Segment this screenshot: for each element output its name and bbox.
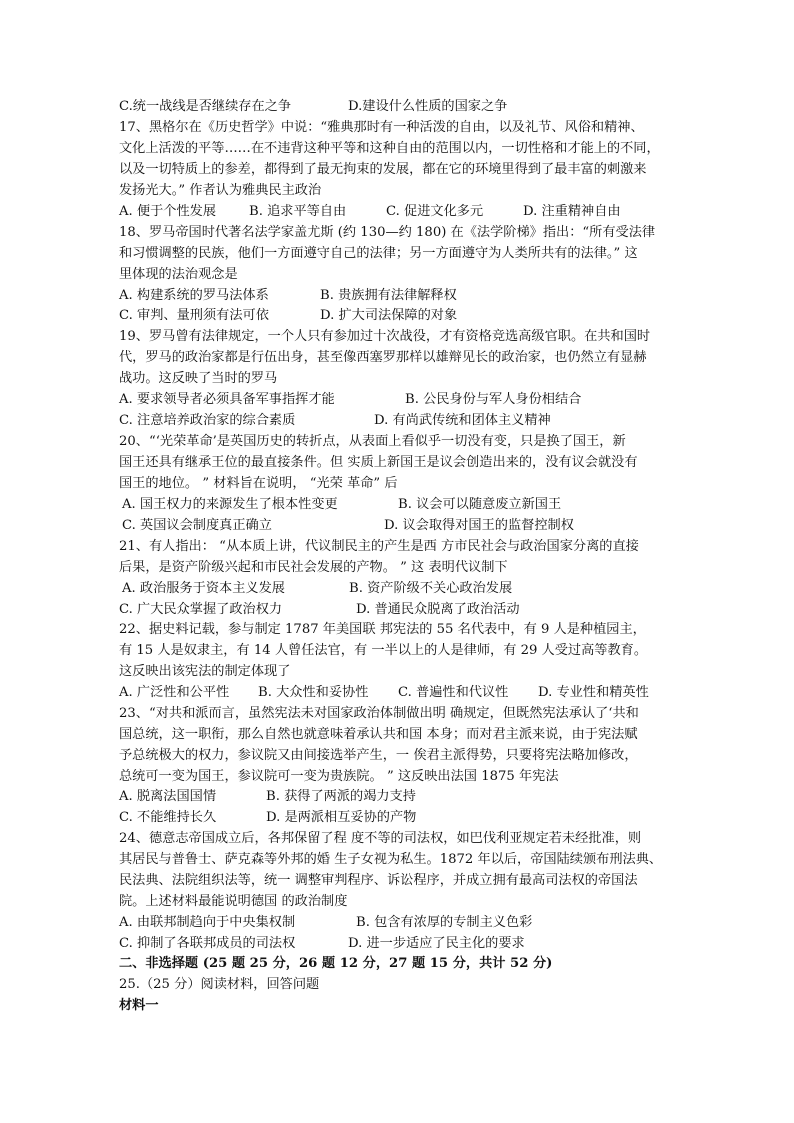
q21-line-2: 后果，是资产阶级兴起和市民社会发展的产物。 ” 这 表明代议制下 <box>119 560 508 575</box>
option-b: B. 追求平等自由 <box>249 204 347 219</box>
option-c: C. 普遍性和代议性 <box>398 685 509 700</box>
option-b: B. 贵族拥有法律解释权 <box>320 288 457 303</box>
option-c: C. 抑制了各联邦成员的司法权 <box>119 936 296 951</box>
option-a: A. 构建系统的罗马法体系 <box>119 288 269 303</box>
section-heading: 二、非选择题 (25 题 25 分，26 题 12 分，27 题 15 分，共计 52 分) <box>119 956 553 971</box>
q23-line-3: 予总统极大的权力，参议院又由间接选举产生，一 俟君主派得势，只要将宪法略加修改， <box>119 748 638 763</box>
option-c: C.统一战线是否继续存在之争 <box>119 99 292 114</box>
q18-line-3: 里体现的法治观念是 <box>119 267 238 282</box>
q23-line-4: 总统可一变为国王，参议院可一变为贵族院。 ” 这反映出法国 1875 年宪法 <box>119 769 559 784</box>
option-d: D.建设什么性质的国家之争 <box>348 99 508 114</box>
material-1-label: 材料一 <box>119 998 159 1013</box>
q20-line-2: 国王还具有继承王位的最直接条件。但 实质上新国王是议会创造出来的，没有议会就没有 <box>119 455 638 470</box>
q22-line-1: 22、据史料记载，参与制定 1787 年美国联 邦宪法的 55 名代表中，有 9 人是种植园主， <box>119 622 646 637</box>
option-b: B. 公民身份与军人身份相结合 <box>405 392 582 407</box>
q17-line-3: 以及一切特质上的参差，都得到了最无拘束的发展，都在它的环境里得到了最丰富的刺激来 <box>119 162 647 177</box>
option-c: C. 注意培养政治家的综合素质 <box>119 413 296 428</box>
q22-line-2: 有 15 人是奴隶主，有 14 人曾任法官，有 一半以上的人是律师，有 29 人受过高等教育。 <box>119 643 648 658</box>
option-d: D. 有尚武传统和团体主义精神 <box>374 413 551 428</box>
option-b: B. 大众性和妥协性 <box>258 685 369 700</box>
option-a: A. 广泛性和公平性 <box>119 685 230 700</box>
option-c: C. 促进文化多元 <box>386 204 484 219</box>
option-a: A. 政治服务于资本主义发展 <box>122 581 285 596</box>
option-c: C. 不能维持长久 <box>119 810 217 825</box>
q24-line-1: 24、德意志帝国成立后，各邦保留了程 度不等的司法权，如巴伐利亚规定若未经批准，则 <box>119 831 642 846</box>
q18-line-1: 18、罗马帝国时代著名法学家盖尤斯 (约 130—约 180) 在《法学阶梯》指出：“所有受法律 <box>119 225 656 240</box>
option-d: D. 是两派相互妥协的产物 <box>266 810 417 825</box>
option-a: A. 便于个性发展 <box>119 204 217 219</box>
option-b: B. 包含有浓厚的专制主义色彩 <box>356 915 533 930</box>
q24-line-4: 院。上述材料最能说明德国 的政治制度 <box>119 894 348 909</box>
option-a: A. 国王权力的来源发生了根本性变更 <box>122 497 338 512</box>
q24-line-2: 其居民与普鲁士、萨克森等外邦的婚 生子女视为私生。1872 年以后，帝国陆续颁布刑法典、 <box>119 852 663 867</box>
q17-line-4: 发扬光大。” 作者认为雅典民主政治 <box>119 183 322 198</box>
option-c: C. 英国议会制度真正确立 <box>122 518 272 533</box>
q22-line-3: 这反映出该宪法的制定体现了 <box>119 664 291 679</box>
q23-line-1: 23、“对共和派而言，虽然宪法未对国家政治体制做出明 确规定，但既然宪法承认了‘共和 <box>119 706 639 721</box>
option-b: B. 获得了两派的竭力支持 <box>266 789 416 804</box>
option-a: A. 脱离法国国情 <box>119 789 217 804</box>
q21-line-1: 21、有人指出： “从本质上讲，代议制民主的产生是西 方市民社会与政治国家分离的直接 <box>119 539 639 554</box>
option-b: B. 议会可以随意废立新国王 <box>398 497 562 512</box>
option-d: D. 普通民众脱离了政治活动 <box>356 602 520 617</box>
option-c: C. 审判、量刑须有法可依 <box>119 308 269 323</box>
q25-intro: 25.（25 分）阅读材料，回答问题 <box>119 977 320 992</box>
option-d: D. 注重精神自由 <box>523 204 621 219</box>
q20-line-1: 20、“‘光荣革命’是英国历史的转折点，从表面上看似乎一切没有变，只是换了国王，新 <box>119 434 626 449</box>
option-b: B. 资产阶级不关心政治发展 <box>349 581 513 596</box>
option-a: A. 由联邦制趋向于中央集权制 <box>119 915 296 930</box>
q18-line-2: 和习惯调整的民族，他们一方面遵守自己的法律；另一方面遵守为人类所共有的法律。” 这 <box>119 246 638 261</box>
q19-line-1: 19、罗马曾有法律规定，一个人只有参加过十次战役，才有资格竞选高级官职。在共和国时 <box>119 329 651 344</box>
option-d: D. 扩大司法保障的对象 <box>320 308 458 323</box>
q20-line-3: 国王的地位。 ” 材料旨在说明， “光荣 革命” 后 <box>119 476 398 491</box>
q17-line-1: 17、黑格尔在《历史哲学》中说：“雅典那时有一种活泼的自由，以及礼节、风俗和精神、 <box>119 120 644 135</box>
q17-line-2: 文化上活泼的平等……在不违背这种平等和这种自由的范围以内，一切性格和才能上的不同， <box>119 141 660 156</box>
q23-line-2: 国总统，这一职衔，那么自然也就意味着承认共和国 本身；而对君主派来说，由于宪法赋 <box>119 727 638 742</box>
option-d: D. 专业性和精英性 <box>538 685 649 700</box>
option-a: A. 要求领导者必须具备军事指挥才能 <box>119 392 335 407</box>
q19-line-2: 代，罗马的政治家都是行伍出身，甚至像西塞罗那样以雄辩见长的政治家，也仍然立有显赫 <box>119 350 647 365</box>
option-d: D. 进一步适应了民主化的要求 <box>348 936 525 951</box>
q19-line-3: 战功。这反映了当时的罗马 <box>119 371 278 386</box>
q24-line-3: 民法典、法院组织法等，统一 调整审判程序、诉讼程序，并成立拥有最高司法权的帝国法 <box>119 873 638 888</box>
option-c: C. 广大民众掌握了政治权力 <box>119 602 283 617</box>
option-d: D. 议会取得对国王的监督控制权 <box>384 518 574 533</box>
